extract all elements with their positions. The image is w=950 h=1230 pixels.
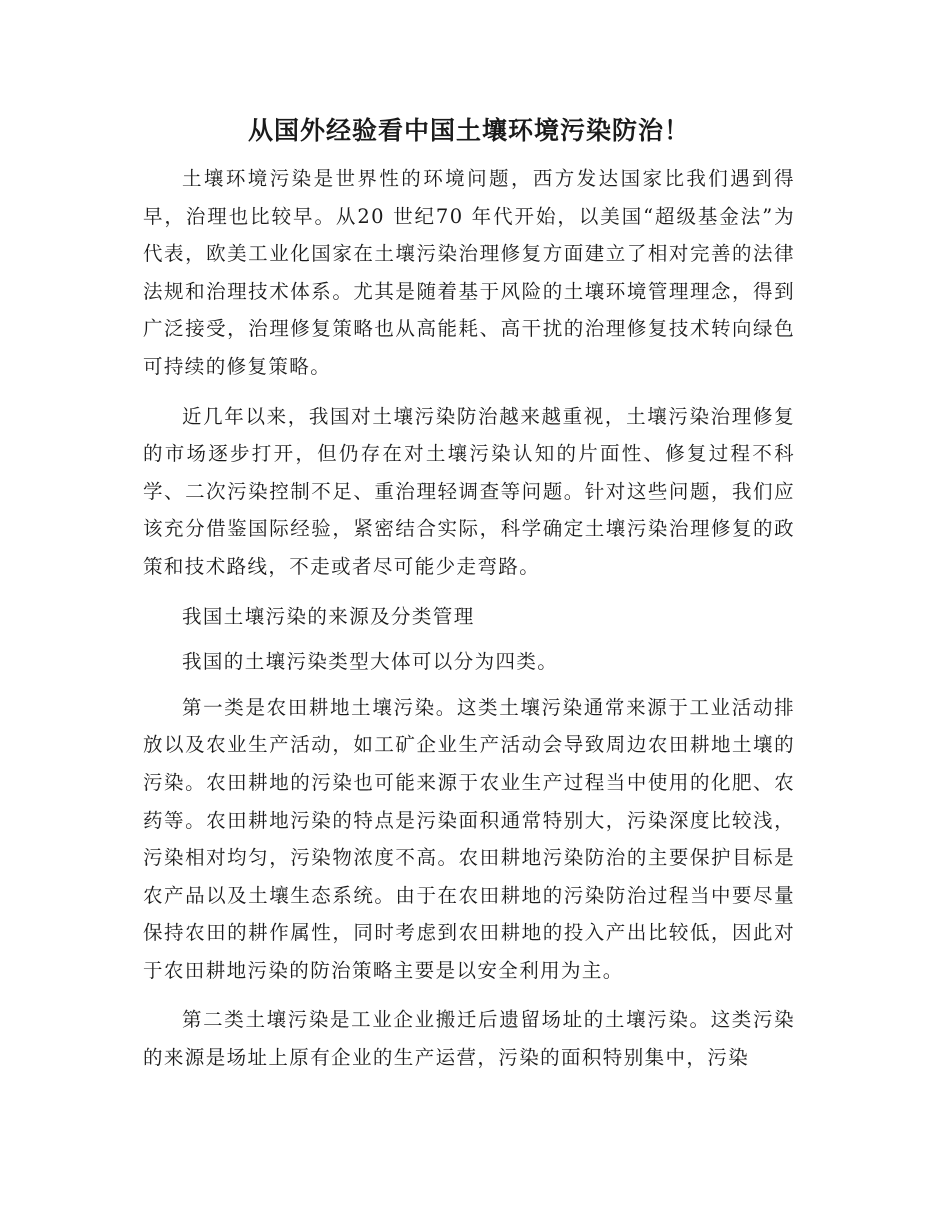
paragraph-intro: 土壤环境污染是世界性的环境问题，西方发达国家比我们遇到得早，治理也比较早。从20 世纪70 年代开始，以美国“超级基金法”为代表，欧美工业化国家在土壤污染治理修复方面建立了相对完善的法律法规和治理技术体系。尤其是随着基于风险的土壤环境管理理念，得到广泛接受，治理修复策略也从高能耗、高干扰的治理修复技术转向绿色可持续的修复策略。 [143, 167, 795, 378]
document-title: 从国外经验看中国土壤环境污染防治！ [247, 116, 690, 145]
document-page [143, 112, 795, 1089]
paragraph-recent-years: 近几年以来，我国对土壤污染防治越来越重视，土壤污染治理修复的市场逐步打开，但仍存在对土壤污染认知的片面性、修复过程不科学、二次污染控制不足、重治理轻调查等问题。针对这些问题，我们应该充分借鉴国际经验，紧密结合实际，科学确定土壤污染治理修复的政策和技术路线，不走或者尽可能少走弯路。 [143, 404, 795, 578]
paragraph-type-two: 第二类土壤污染是工业企业搬迁后遗留场址的土壤污染。这类污染的来源是场址上原有企业的生产运营，污染的面积特别集中，污染 [143, 1008, 795, 1070]
paragraph-type-one: 第一类是农田耕地土壤污染。这类土壤污染通常来源于工业活动排放以及农业生产活动，如工矿企业生产活动会导致周边农田耕地土壤的污染。农田耕地的污染也可能来源于农业生产过程当中使用的化肥、农药等。农田耕地污染的特点是污染面积通常特别大，污染深度比较浅，污染相对均匀，污染物浓度不高。农田耕地污染防治的主要保护目标是农产品以及土壤生态系统。由于在农田耕地的污染防治过程当中要尽量保持农田的耕作属性，同时考虑到农田耕地的投入产出比较低，因此对于农田耕地污染的防治策略主要是以安全利用为主。 [143, 695, 795, 982]
paragraph-four-types: 我国的土壤污染类型大体可以分为四类。 [182, 650, 559, 674]
section-heading-sources: 我国土壤污染的来源及分类管理 [182, 604, 475, 628]
